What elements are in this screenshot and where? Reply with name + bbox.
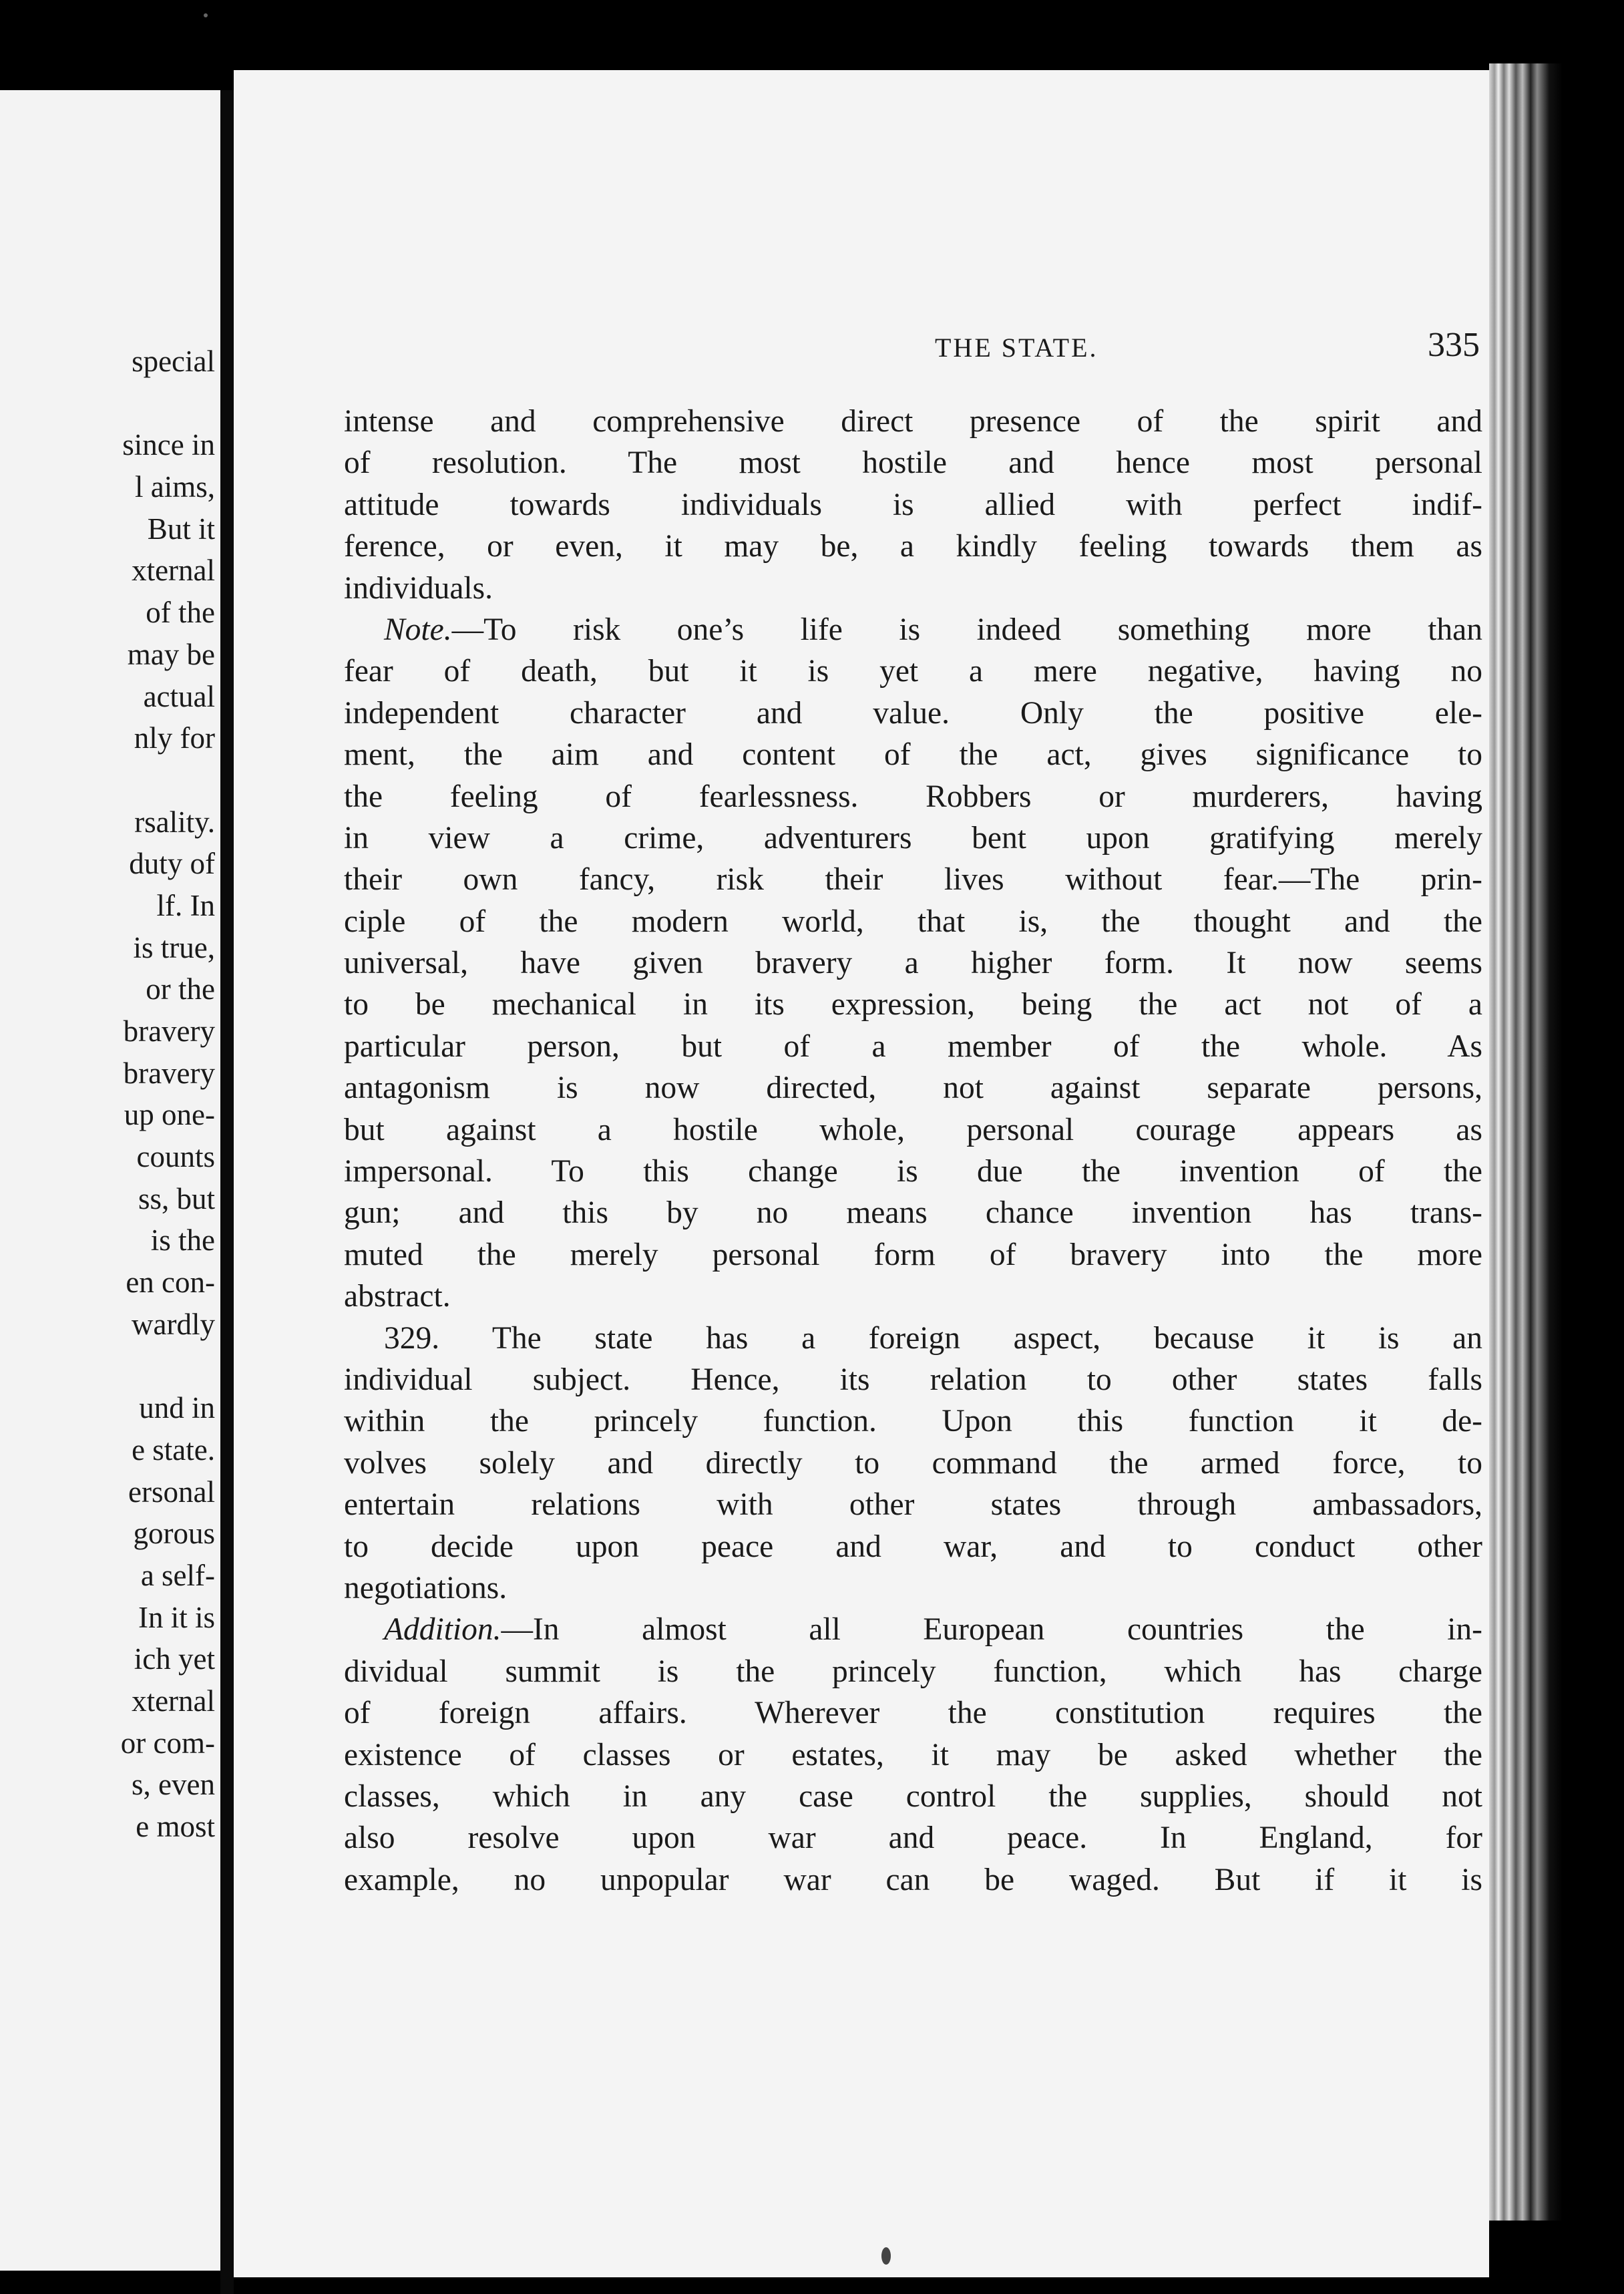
- page-number: 335: [1428, 326, 1480, 364]
- text-line-content: classes, which in any case control the supplies, should not: [344, 1778, 1482, 1814]
- text-line-content: to decide upon peace and war, and to conduct other: [344, 1529, 1482, 1564]
- text-line-content: of foreign affairs. Wherever the constitution requires the: [344, 1696, 1482, 1731]
- left-page-fragment: is the: [150, 1223, 215, 1258]
- text-line: [344, 1443, 1482, 1484]
- text-line: [344, 401, 1482, 442]
- text-line: [344, 1318, 1482, 1359]
- left-page-fragment: In it is: [138, 1600, 215, 1634]
- left-page-fragment: bravery: [123, 1056, 215, 1090]
- text-line: [344, 1151, 1482, 1192]
- text-line: [344, 1651, 1482, 1692]
- text-line-content: volves solely and directly to command the armed force, to: [344, 1445, 1482, 1481]
- running-header: [344, 326, 1482, 377]
- text-line: [344, 526, 1482, 567]
- body-text: [344, 401, 1482, 1901]
- text-line-content: independent character and value. Only the positive ele-: [344, 695, 1482, 731]
- text-line: [344, 650, 1482, 692]
- text-line-content: in view a crime, adventurers bent upon gratifying merely: [344, 820, 1482, 855]
- text-line: [344, 817, 1482, 859]
- left-page-gap: [0, 759, 215, 801]
- left-page-text-fragments: [0, 341, 215, 1848]
- text-line-content: fear of death, but it is yet a mere negative, having no: [344, 654, 1482, 689]
- text-line-content: to be mechanical in its expression, being the act not of a: [344, 987, 1482, 1022]
- text-line-content: ment, the aim and content of the act, gives significance to: [344, 737, 1482, 773]
- left-page-fragment: actual: [143, 679, 215, 713]
- left-page-fragment: e state.: [132, 1432, 215, 1467]
- text-line: [344, 1776, 1482, 1817]
- dust-speck: [204, 13, 208, 17]
- text-line-content: gun; and this by no means chance invention has trans-: [344, 1195, 1482, 1231]
- text-line: [344, 942, 1482, 984]
- text-line: [344, 1567, 1482, 1609]
- text-line-content: —To risk one’s life is indeed something more than: [451, 612, 1482, 647]
- text-line-content: universal, have given bravery a higher form. It now seems: [344, 946, 1482, 981]
- text-line: [344, 1734, 1482, 1776]
- text-line-content: their own fancy, risk their lives without fear.—The prin-: [344, 862, 1482, 898]
- left-page-fragment: or the: [146, 972, 215, 1006]
- left-page-fragment: wardly: [132, 1307, 215, 1341]
- left-page-fragment: rsality.: [134, 805, 215, 839]
- left-page-fragment: But it: [147, 512, 215, 546]
- left-page-fragment: special: [132, 345, 215, 378]
- left-page-fragment: xternal: [132, 1684, 215, 1718]
- left-page-fragment: l aims,: [135, 470, 215, 504]
- left-page: [0, 90, 220, 2271]
- left-page-fragment: e most: [136, 1810, 215, 1844]
- text-line: [344, 1359, 1482, 1400]
- left-page-fragment: s, even: [132, 1768, 215, 1802]
- text-line: [344, 693, 1482, 734]
- left-page-fragment: counts: [136, 1140, 215, 1174]
- left-page-fragment: or com-: [120, 1726, 215, 1760]
- left-page-fragment: nly for: [134, 721, 215, 755]
- right-page: [234, 70, 1489, 2277]
- text-line-content: —In almost all European countries the in-: [501, 1612, 1482, 1648]
- running-title: THE STATE.: [935, 333, 1098, 363]
- text-line-content: negotiations.: [344, 1570, 508, 1605]
- text-line: [344, 859, 1482, 900]
- text-line-content: attitude towards individuals is allied with perfect indif-: [344, 487, 1482, 522]
- text-line-content: particular person, but of a member of the whole. As: [344, 1028, 1482, 1064]
- text-line: [344, 1692, 1482, 1734]
- left-page-fragment: xternal: [132, 554, 215, 588]
- left-page-fragment: en con-: [126, 1266, 215, 1300]
- left-page-fragment: ich yet: [134, 1642, 215, 1676]
- left-page-fragment: duty of: [129, 847, 215, 881]
- text-line-content: dividual summit is the princely function, which has charge: [344, 1654, 1482, 1689]
- text-line: [344, 734, 1482, 775]
- text-line-content: 329. The state has a foreign aspect, because it is an: [384, 1320, 1482, 1356]
- text-line: [344, 1234, 1482, 1276]
- text-line-content: intense and comprehensive direct presence of the spirit and: [344, 404, 1482, 439]
- page-edges: [1489, 63, 1563, 2221]
- left-page-gap: [0, 1346, 215, 1388]
- text-line: [344, 776, 1482, 817]
- left-page-fragment: is true,: [133, 930, 215, 964]
- text-line-content: ciple of the modern world, that is, the thought and the: [344, 904, 1482, 939]
- text-line-content: antagonism is now directed, not against separate persons,: [344, 1071, 1482, 1106]
- text-line-content: also resolve upon war and peace. In England, for: [344, 1821, 1482, 1856]
- text-line-content: within the princely function. Upon this function it de-: [344, 1404, 1482, 1439]
- text-line-content: individuals.: [344, 570, 493, 606]
- text-line: [344, 1276, 1482, 1317]
- text-line-content: example, no unpopular war can be waged. But if it is: [344, 1862, 1482, 1897]
- text-line: [344, 484, 1482, 526]
- text-line-content: abstract.: [344, 1279, 451, 1314]
- book-binding: [220, 90, 234, 2294]
- text-line: [344, 1026, 1482, 1067]
- text-line-content: existence of classes or estates, it may be asked whether the: [344, 1737, 1482, 1772]
- text-line-content: entertain relations with other states through ambassadors,: [344, 1487, 1482, 1523]
- left-page-fragment: may be: [127, 637, 215, 671]
- left-page-gap: [0, 383, 215, 425]
- text-line: [344, 1109, 1482, 1151]
- left-page-fragment: a self-: [140, 1558, 215, 1592]
- left-page-fragment: bravery: [123, 1014, 215, 1048]
- text-line-content: of resolution. The most hostile and hence most personal: [344, 445, 1482, 481]
- text-line: [344, 1400, 1482, 1442]
- left-page-fragment: und in: [139, 1391, 215, 1425]
- text-line-content: ference, or even, it may be, a kindly feeling towards them as: [344, 529, 1482, 564]
- text-line: [344, 1817, 1482, 1859]
- text-line-content: muted the merely personal form of bravery into the more: [344, 1237, 1482, 1272]
- text-line: [344, 1484, 1482, 1525]
- text-line-content: impersonal. To this change is due the invention of the: [344, 1154, 1482, 1189]
- left-page-fragment: up one-: [124, 1098, 215, 1132]
- text-line: [344, 1526, 1482, 1567]
- text-line-content: the feeling of fearlessness. Robbers or murderers, having: [344, 779, 1482, 814]
- text-line: [344, 984, 1482, 1025]
- text-line: [344, 1067, 1482, 1109]
- italic-lead-word: Addition.: [384, 1612, 501, 1648]
- text-line: [344, 609, 1482, 650]
- text-line: [344, 568, 1482, 609]
- left-page-fragment: ersonal: [128, 1475, 215, 1509]
- left-page-fragment: since in: [122, 428, 215, 462]
- text-line: [344, 1609, 1482, 1650]
- text-line: [344, 901, 1482, 942]
- left-page-fragment: of the: [146, 596, 215, 630]
- text-line: [344, 442, 1482, 484]
- dust-speck: [881, 2247, 891, 2265]
- text-line-content: but against a hostile whole, personal courage appears as: [344, 1112, 1482, 1147]
- left-page-fragment: lf. In: [156, 888, 215, 922]
- text-line: [344, 1192, 1482, 1233]
- left-page-fragment: gorous: [133, 1517, 215, 1551]
- text-line-content: individual subject. Hence, its relation to other states falls: [344, 1362, 1482, 1397]
- text-line: [344, 1859, 1482, 1901]
- left-page-fragment: ss, but: [138, 1181, 215, 1215]
- italic-lead-word: Note.: [384, 612, 452, 647]
